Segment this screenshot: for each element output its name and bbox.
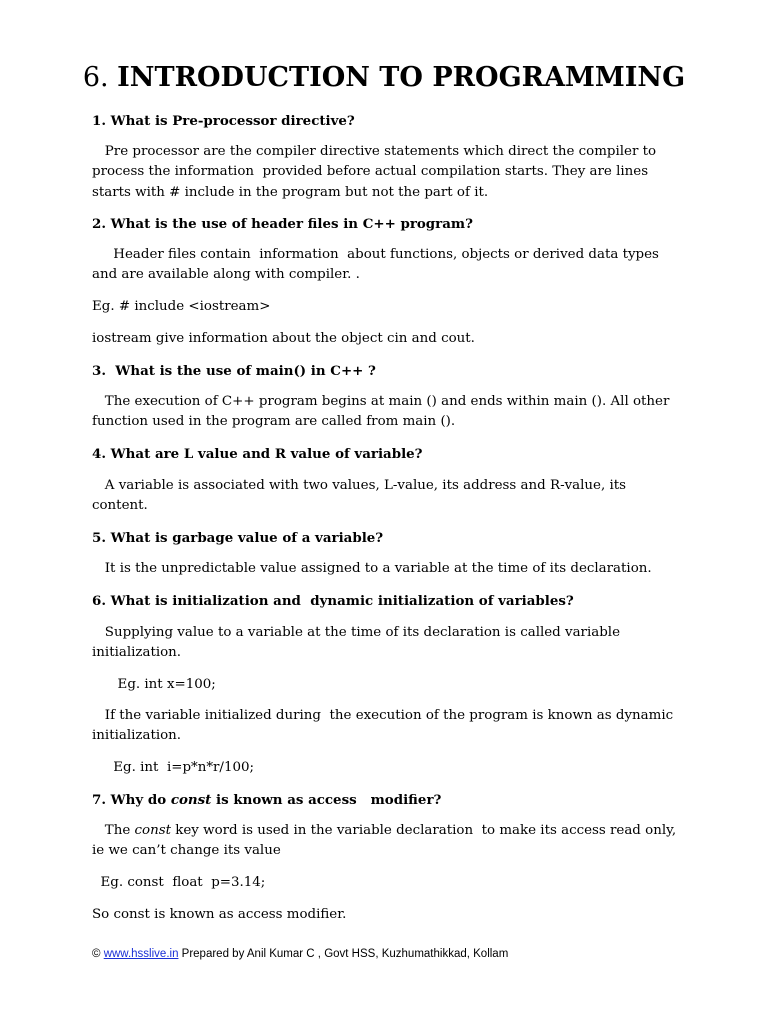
example-2: Eg. # include <iostream> [92,299,271,314]
answer-6a: Supplying value to a variable at the time of its declaration is called variable initialization. [92,625,625,661]
conclusion-7: So const is known as access modifier. [92,907,347,922]
example-6b: Eg. int i=p*n*r/100; [92,760,255,775]
answer-1: Pre processor are the compiler directive statements which direct the compiler to process the information provided before actual compilation starts. They are lines starts with # include in the program but not the part of it. [92,144,661,200]
answer-7 [92,821,682,862]
note-2: iostream give information about the object cin and cout. [92,331,475,346]
question-2: 2. What is the use of header files in C++ program? [92,216,473,232]
copyright-symbol: © [92,948,101,960]
footer-credit: Prepared by Anil Kumar C , Govt HSS, Kuzhumathikkad, Kollam [178,948,509,960]
answer-3: The execution of C++ program begins at main () and ends within main (). All other function used in the program are called from main (). [92,394,674,430]
page-title [0,58,768,98]
answer-2: Header files contain information about functions, objects or derived data types and are available along with compiler. . [92,247,664,283]
question-7 [92,790,441,810]
example-6a: Eg. int x=100; [92,677,216,692]
question-4: 4. What are L value and R value of variable? [92,446,423,462]
page-footer [92,945,508,963]
question-5: 5. What is garbage value of a variable? [92,530,384,546]
chapter-number: 6. [82,62,109,93]
question-7-keyword: const [170,792,212,808]
chapter-title: INTRODUCTION TO PROGRAMMING [117,62,686,93]
example-7: Eg. const float p=3.14; [92,875,266,890]
answer-7-start: The [92,823,135,838]
question-7-start: 7. Why do [92,792,171,808]
answer-4: A variable is associated with two values, L-value, its address and R-value, its content. [92,478,631,514]
answer-5: It is the unpredictable value assigned to a variable at the time of its declaration. [92,561,652,576]
question-1: 1. What is Pre-processor directive? [92,113,355,129]
question-3: 3. What is the use of main() in C++ ? [92,363,376,379]
hsslive-link[interactable]: www.hsslive.in [103,948,179,960]
answer-7-end: key word is used in the variable declaration to make its access read only, ie we can’t change its value [92,823,681,859]
question-7-end: is known as access modifier? [211,792,442,808]
answer-7-keyword: const [134,823,171,838]
question-6: 6. What is initialization and dynamic initialization of variables? [92,593,574,609]
answer-6b: If the variable initialized during the execution of the program is known as dynamic initialization. [92,708,678,744]
